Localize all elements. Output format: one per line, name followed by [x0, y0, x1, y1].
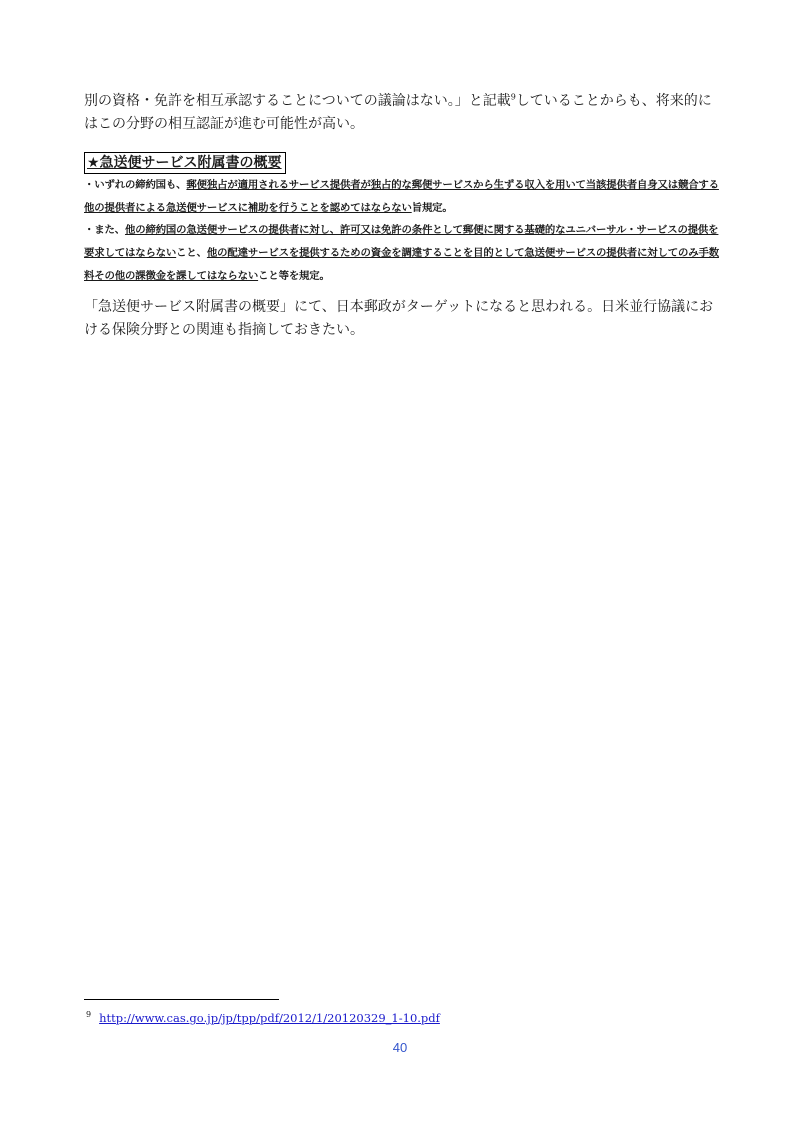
annex-point-2-seg: 他の配達サービスを提供するための資金を調達することを目的として急送便サービスの提供者に対してのみ手数料その他の課徴金を課してはならない: [84, 247, 719, 282]
annex-point-1-seg: 旨規定。: [411, 202, 453, 214]
footnote: [86, 1007, 440, 1026]
annex-point-2-seg: 他の締約国の急送便サービスの提供者に対し、: [124, 224, 341, 236]
annex-point-1-seg: ・いずれの締約国も、: [84, 179, 187, 191]
page-number: 40: [392, 1040, 408, 1055]
annex-point-1-seg: 郵便独占が適用されるサービス提供者が独占的な郵便サービスから生ずる収入を用いて当該提供者自身又は競合する他の提供者による急送便サービスに補助を行うことを認めてはならない: [84, 179, 719, 214]
annex-point-2: [84, 219, 724, 288]
intro-text-before: 別の資格・免許を相互承認することについての議論はない。」と記載: [84, 93, 511, 109]
summary-paragraph: 「急送便サービス附属書の概要」にて、日本郵政がターゲットになると思われる。日米並行協議における保険分野との関連も指摘しておきたい。: [84, 299, 714, 338]
footnote-ref[interactable]: 9: [510, 92, 516, 102]
footnote-link[interactable]: http://www.cas.go.jp/jp/tpp/pdf/2012/1/20120329_1-10.pdf: [99, 1010, 440, 1025]
intro-paragraph: [84, 90, 724, 136]
footnote-number: 9: [86, 1010, 92, 1019]
annex-point-2-seg: こと、: [176, 247, 207, 259]
annex-point-1: [84, 174, 724, 220]
express-annex-heading: ★急送便サービス附属書の概要: [84, 152, 286, 174]
intro-text-after: していることからも、将来的にはこの分野の相互認証が進む可能性が高い。: [84, 93, 712, 132]
footnote-divider: [84, 999, 279, 1000]
annex-point-2-seg: ・また、: [84, 224, 125, 236]
annex-point-2-seg: 許可又は免許の条件として郵便に関する基礎的なユニバーサル・サービスの提供を要求してはならない: [84, 224, 719, 259]
annex-point-2-seg: こと等を規定。: [258, 270, 330, 282]
